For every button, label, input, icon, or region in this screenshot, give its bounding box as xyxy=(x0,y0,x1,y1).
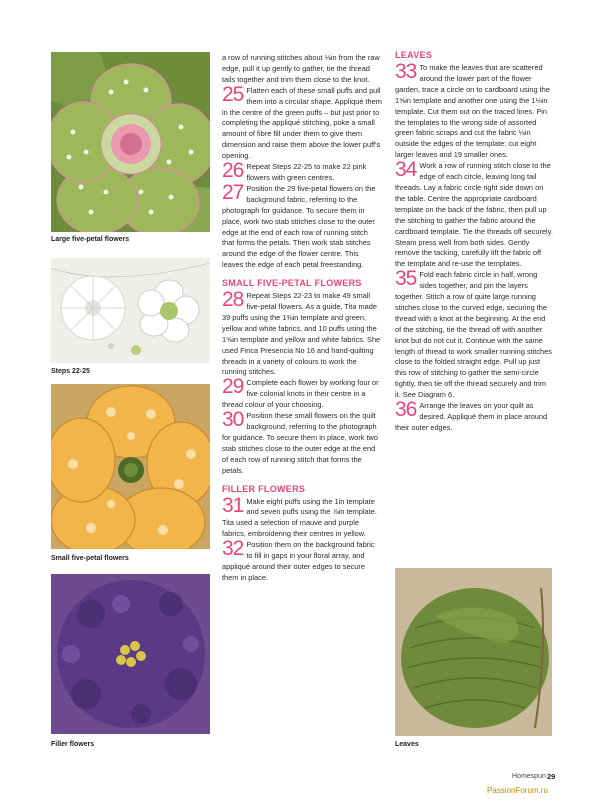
step-text: To make the leaves that are scattered around the lower part of the flower garden, trace a circle on to cardboard using the 1⅝in template and another one using the 1⅛in template. Cut them out on the traced lines. Pin the templates to the wrong side of assorted green fabric scraps and cut the fabric ⅛in outside the edges of the template: cut eight larger leaves and 19 smaller ones. xyxy=(395,63,550,160)
step-number: 28 xyxy=(222,291,244,312)
photo-large-five-petal-flowers xyxy=(51,52,210,232)
step-text: Fold each fabric circle in half, wrong sides together, and pin the layers together. Stitch a row of quite large running stitches close to the curved edge, securing the thread with a knot at the beginning. At the end of the stitching, tie the thread off with another knot but do not cut it. Continue with the same length of thread to work smaller running stitches close to the folded straight edge. Pull up just this row of stitching to gather the semi-circle tightly, then tie off the thread securely and trim it. See Diagram 6. xyxy=(395,270,552,400)
step-number: 30 xyxy=(222,411,244,432)
step-35 xyxy=(395,270,553,401)
step-text: Arrange the leaves on your quilt as desired. Appliqué them in place around their outer edges. xyxy=(395,401,548,432)
photo-steps-22-25 xyxy=(51,258,210,363)
heading-filler-flowers: FILLER FLOWERS xyxy=(222,483,306,494)
step-number: 29 xyxy=(222,378,244,399)
step-34 xyxy=(395,161,553,270)
photo-filler-flowers xyxy=(51,574,210,734)
step-32 xyxy=(222,540,382,584)
intro-paragraph: a row of running stitches about ⅛in from the raw edge, pull it up gently to gather, tie the thread tails together and trim them close to the knot. xyxy=(222,53,380,84)
caption-filler-flowers: Filler flowers xyxy=(51,741,95,748)
step-33 xyxy=(395,63,553,161)
footer-watermark: PassionForum.ru xyxy=(487,786,548,795)
caption-large-five-petal-flowers: Large five-petal flowers xyxy=(51,236,130,243)
step-text: Repeat Steps 22-25 to make 22 pink flowers with green centres. xyxy=(246,162,367,182)
step-28 xyxy=(222,291,382,378)
step-27 xyxy=(222,184,382,271)
heading-small-five-petal-flowers: SMALL FIVE-PETAL FLOWERS xyxy=(222,278,362,289)
step-number: 27 xyxy=(222,183,244,204)
step-text: Position the 29 five-petal flowers on the background fabric, referring to the photograph for guidance. To secure them in place, work two stab stitches close to the outer edge at the end of each row of running stitch that forms the petals. Then work stab stitches around the edge of the flower centre. This leaves the edge of each petal freestanding. xyxy=(222,183,376,270)
step-number: 25 xyxy=(222,85,244,106)
text-column-middle xyxy=(222,53,382,584)
caption-leaves: Leaves xyxy=(395,741,419,748)
text-column-right xyxy=(395,49,553,434)
caption-steps-22-25: Steps 22-25 xyxy=(51,368,90,375)
step-number: 26 xyxy=(222,162,244,183)
step-text: Make eight puffs using the 1in template and seven puffs using the ⅞in template. Tita used a selection of mauve and purple fabrics, embroidering their centres in yellow. xyxy=(222,496,377,539)
step-text: Position these small flowers on the quilt background, referring to the photograph for guidance. To secure them in place, work two stab stitches close to the outer edge at the end of each row of running stitch that forms the petals. xyxy=(222,411,378,475)
photo-small-five-petal-flowers xyxy=(51,384,210,549)
caption-small-five-petal-flowers: Small five-petal flowers xyxy=(51,555,129,562)
step-31 xyxy=(222,497,382,541)
footer-page-number: 29 xyxy=(547,772,556,781)
step-text: Flatten each of these small puffs and pull them into a circular shape. Appliqué them in the centre of the green puffs – but just prior to completing the appliqué stitching, poke a small amount of fibre fill under them to give them dimension and raise them above the lower puff's opening. xyxy=(222,85,382,161)
step-30 xyxy=(222,411,382,476)
step-36 xyxy=(395,401,553,434)
step-25 xyxy=(222,86,382,162)
step-text: Work a row of running stitch close to the edge of each circle, leaving long tail threads. Lay a fabric circle right side down on the table. Centre the appropriate cardboard template on the back of the fabric, then pull up the stitching to gather the fabric around the cardboard template. Tie the threads off securely. Steam press well from both sides. Gently remove the tacking, carefully lift the fabric off the template and re-use the templates. xyxy=(395,161,553,269)
photo-leaves xyxy=(395,568,552,736)
step-number: 34 xyxy=(395,161,417,182)
heading-leaves: LEAVES xyxy=(395,50,433,60)
step-26 xyxy=(222,162,382,184)
step-number: 32 xyxy=(222,540,244,561)
step-number: 35 xyxy=(395,270,417,291)
step-29 xyxy=(222,378,382,411)
step-number: 36 xyxy=(395,401,417,422)
step-number: 31 xyxy=(222,496,244,517)
step-text: Position them on the background fabric to fill in gaps in your floral array, and appliqué around their outer edges to secure them in place. xyxy=(222,540,375,582)
footer-magazine-name: Homespun xyxy=(512,773,546,780)
step-number: 33 xyxy=(395,63,417,83)
step-text: Repeat Steps 22-23 to make 49 small five-petal flowers. As a guide, Tita made 39 puffs using the 1⅜in template and green, yellow and white fabrics, and 10 puffs using the 1⅝in template and yellow and white fabrics. She used Finca Presencia No 16 and hand-quilting threads in a variety of colours to work the running stitches. xyxy=(222,291,381,377)
step-text: Complete each flower by working four or five colonial knots in their centre in a thread colour of your choosing. xyxy=(222,378,379,410)
